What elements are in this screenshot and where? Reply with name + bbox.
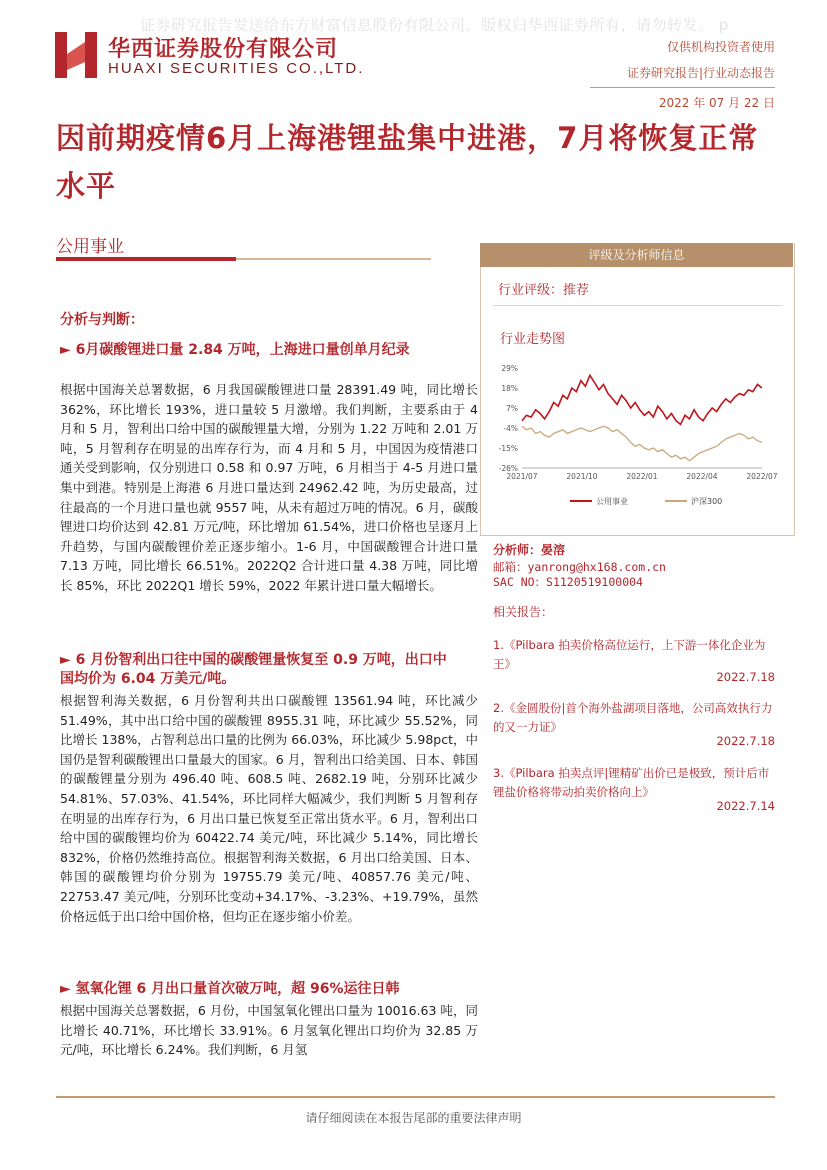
legend-label: 沪深300 (691, 497, 723, 506)
x-tick-label: 2022/07 (746, 472, 778, 481)
paragraph-text: 根据智利海关数据，6 月份智利共出口碳酸锂 13561.94 吨，环比减少 51.49%，其中出口给中国的碳酸锂 8955.31 吨，环比减少 55.52%，同比增长 138%，占智利总出口量的比例为 66.03%，环比减少 5.98pct，中国仍是智利碳酸锂出口量最大的国家。6 月，智利出口给美国、日本、韩国的碳酸锂量分别为 496.40 吨、608.5 吨、2682.19 吨，分别环比减少 54.81%、57.03%、41.54%，环比同样大幅减少，我们判断 5 月智利存在明显的出库存行为，6 月出口量已恢复至正常出货水平。6 月，智利出口给中国的碳酸锂均价为 60422.74 美元/吨，环比减少 5.14%，同比增长 832%，价格仍然维持高位。根据智利海关数据，6 月出口给美国、日本、韩国的碳酸锂均价分别为 19755.79 美元/吨、40857.76 美元/吨、22753.47 美元/吨，分别环比变动+34.17%、-3.23%、+19.79%，虽然价格远低于出口给中国价格，但均正在逐步缩小价差。 (60, 693, 478, 924)
analysis-heading: 分析与判断： (60, 312, 144, 328)
y-tick-label: -26% (498, 464, 518, 473)
y-tick-label: 18% (501, 384, 518, 393)
sector-underline-accent (56, 257, 236, 261)
report-date: 2022 年 07 月 22 日 (658, 96, 775, 110)
section-paragraph-1 (60, 380, 478, 596)
y-tick-label: 29% (501, 364, 518, 373)
related-report-3[interactable]: 3.《Pilbara 拍卖点评|锂精矿出价已是极致，预计后市锂盐价格将带动拍卖价格向上》 (493, 766, 770, 799)
y-tick-label: -4% (503, 424, 518, 433)
legend-label: 公用事业 (596, 497, 628, 506)
x-tick-label: 2022/04 (686, 472, 718, 481)
panel-divider (493, 305, 783, 306)
legal-notice: 请仔细阅读在本报告尾部的重要法律声明 (305, 1111, 522, 1125)
industry-rating: 行业评级：推荐 (498, 283, 590, 298)
related-reports-heading: 相关报告： (493, 605, 554, 619)
related-report-1-date: 2022.7.18 (716, 670, 775, 684)
section-headline-2: ► 6 月份智利出口往中国的碳酸锂量恢复至 0.9 万吨，出口中国均价为 6.04 万美元/吨。 (60, 652, 447, 687)
rating-panel-header: 评级及分析师信息 (480, 243, 793, 267)
header-divider (590, 87, 775, 88)
y-tick-label: -15% (498, 444, 518, 453)
x-tick-label: 2022/01 (626, 472, 658, 481)
report-title: 因前期疫情6月上海港锂盐集中进港，7月将恢复正常水平 (56, 121, 759, 203)
section-paragraph-3 (60, 1001, 478, 1060)
section-headline-3: ► 氢氧化锂 6 月出口量首次破万吨，超 96%运往日韩 (60, 981, 400, 997)
audience-note: 仅供机构投资者使用 (666, 40, 775, 54)
related-report-1[interactable]: 1.《Pilbara 拍卖价格高位运行，上下游一体化企业为王》 (493, 638, 766, 671)
x-tick-label: 2021/10 (566, 472, 598, 481)
section-headline-1: ► 6月碳酸锂进口量 2.84 万吨，上海进口量创单月纪录 (60, 342, 410, 358)
watermark: 证券研究报告发送给东方财富信息股份有限公司。版权归华西证券所有，请勿转发。 p (140, 16, 729, 34)
trend-chart (490, 358, 790, 516)
y-tick-label: 7% (506, 404, 518, 413)
analyst-email[interactable]: 邮箱：yanrong@hx168.com.cn (493, 560, 666, 574)
sector-label: 公用事业 (56, 237, 124, 257)
series-line-2 (522, 426, 762, 461)
company-name-en: HUAXI SECURITIES CO.,LTD. (108, 60, 365, 77)
related-report-3-date: 2022.7.14 (716, 799, 775, 813)
company-name-cn: 华西证券股份有限公司 (108, 37, 339, 62)
analyst-sac: SAC NO：S1120519100004 (493, 575, 643, 589)
analyst-name: 分析师：晏溶 (493, 543, 566, 557)
paragraph-text: 根据中国海关总署数据，6 月份，中国氢氧化锂出口量为 10016.63 吨，同比增长 40.71%，环比增长 33.91%。6 月氢氧化锂出口均价为 32.85 万元/吨，环比增长 6.24%。我们判断，6 月氢 (60, 1003, 478, 1058)
section-paragraph-2 (60, 691, 478, 926)
paragraph-text: 根据中国海关总署数据，6 月我国碳酸锂进口量 28391.49 吨，同比增长 362%，环比增长 193%，进口量较 5 月激增。我们判断，主要系由于 4 月和 5 月，智利出口给中国的碳酸锂量大增，分别为 1.22 万吨和 2.01 万吨，5 月智利存在明显的出库存行为，而 4 月和 5 月，中国因为疫情港口通关受到影响，仅分别进口 0.58 和 0.97 万吨，6 月相当于 4-5 月进口量集中到港。特别是上海港 6 月进口量达到 24962.42 吨，为历史最高，过往最高的一个月进口量也就 9557 吨，从未有超过万吨的情况。6 月，碳酸锂进口均价达到 42.81 万元/吨，环比增加 61.54%，进口价格也呈逐月上升趋势，与国内碳酸锂价差正逐步缩小。1-6 月，中国碳酸锂合计进口量 7.13 万吨，同比增长 66.51%。2022Q2 合计进口量 4.38 万吨，同比增长 85%，环比 2022Q1 增长 59%，2022 年累计进口量大幅增长。 (60, 382, 478, 593)
x-tick-label: 2021/07 (506, 472, 538, 481)
huaxi-logo-icon (55, 32, 97, 78)
report-type: 证券研究报告|行业动态报告 (626, 66, 775, 80)
related-report-2[interactable]: 2.《金圆股份|首个海外盐湖项目落地，公司高效执行力的又一力证》 (493, 701, 773, 734)
footer-divider (56, 1096, 775, 1098)
related-report-2-date: 2022.7.18 (716, 734, 775, 748)
trend-chart-title: 行业走势图 (500, 332, 566, 347)
series-line-1 (522, 375, 762, 424)
